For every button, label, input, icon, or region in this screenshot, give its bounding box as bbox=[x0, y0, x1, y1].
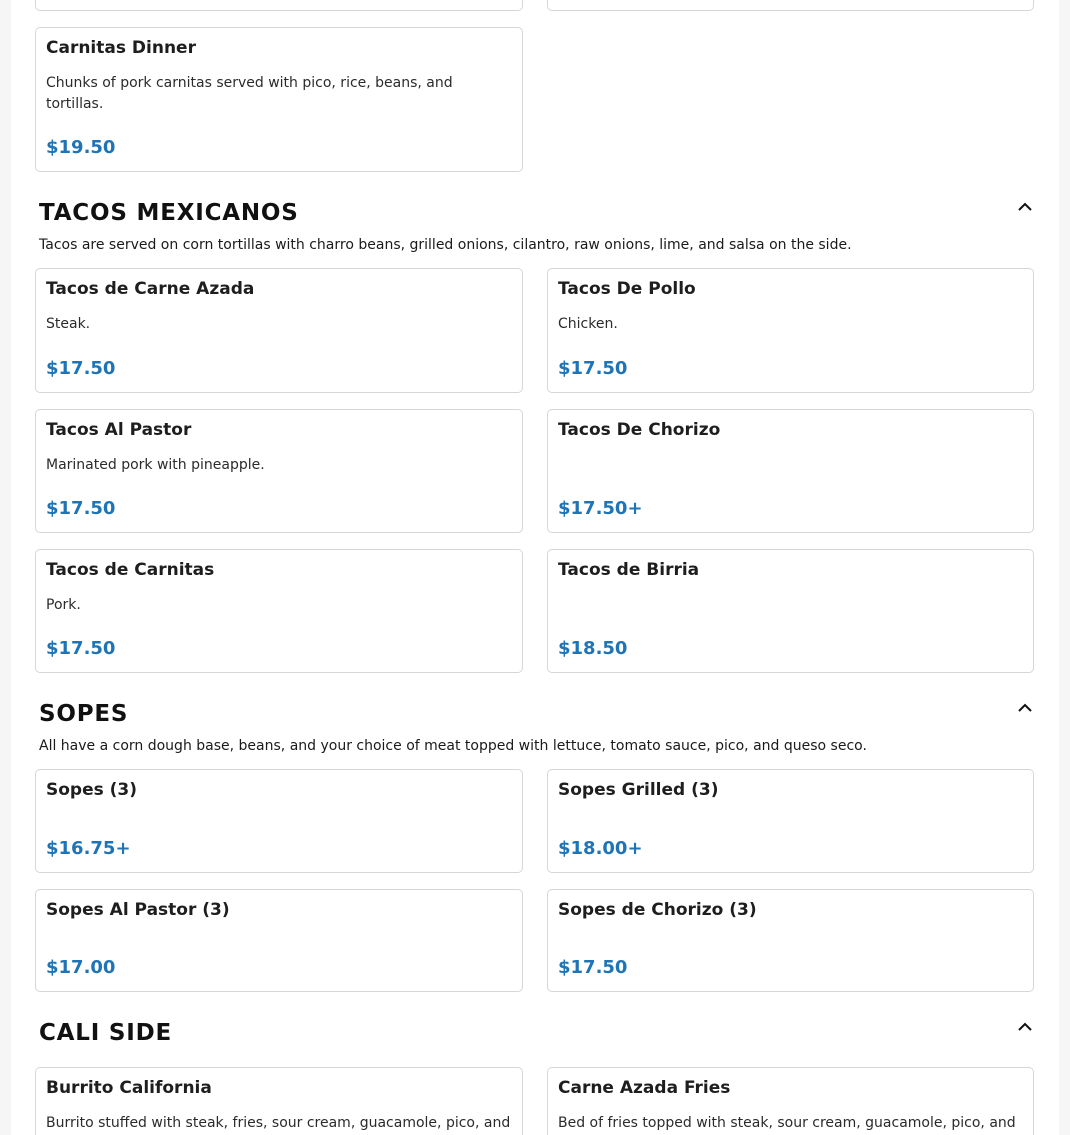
item-name: Tacos de Carne Azada bbox=[46, 279, 255, 299]
item-name: Tacos de Carnitas bbox=[46, 560, 215, 580]
section-title-cali-side: CALI SIDE bbox=[39, 1020, 173, 1046]
item-price: $17.50 bbox=[46, 638, 116, 659]
item-price: $17.00 bbox=[46, 957, 116, 978]
item-name: Sopes Grilled (3) bbox=[558, 780, 719, 800]
menu-item-card[interactable] bbox=[35, 769, 523, 873]
section-title-sopes: SOPES bbox=[39, 701, 129, 727]
item-price: $18.00+ bbox=[558, 838, 643, 859]
item-name: Sopes (3) bbox=[46, 780, 138, 800]
menu-item-card[interactable] bbox=[547, 268, 1034, 393]
item-name: Tacos De Pollo bbox=[558, 279, 696, 299]
item-description: Chunks of pork carnitas served with pico, rice, beans, and tortillas. bbox=[46, 75, 453, 112]
item-name: Carne Azada Fries bbox=[558, 1078, 731, 1098]
menu-item-card[interactable] bbox=[547, 889, 1034, 992]
menu-item-card[interactable] bbox=[35, 1067, 523, 1135]
item-price: $17.50 bbox=[558, 957, 628, 978]
menu-item-card-partial-right[interactable] bbox=[547, 0, 1034, 11]
chevron-up-icon[interactable] bbox=[1015, 199, 1035, 213]
item-description: Pork. bbox=[46, 597, 81, 613]
item-name: Sopes de Chorizo (3) bbox=[558, 900, 757, 920]
section-description: All have a corn dough base, beans, and your choice of meat topped with lettuce, tomato sauce, pico, and queso seco. bbox=[39, 738, 867, 754]
item-price: $17.50 bbox=[46, 358, 116, 379]
menu-item-card[interactable] bbox=[35, 268, 523, 393]
menu-item-card[interactable] bbox=[35, 549, 523, 673]
menu-item-card[interactable] bbox=[35, 27, 523, 172]
chevron-up-icon[interactable] bbox=[1015, 700, 1035, 714]
item-description: Bed of fries topped with steak, sour cream, guacamole, pico, and bbox=[558, 1115, 1016, 1131]
menu-item-card[interactable] bbox=[547, 409, 1034, 533]
item-description: Chicken. bbox=[558, 316, 618, 332]
item-name: Burrito California bbox=[46, 1078, 212, 1098]
item-name: Tacos de Birria bbox=[558, 560, 700, 580]
menu-item-card[interactable] bbox=[547, 1067, 1034, 1135]
item-name: Tacos Al Pastor bbox=[46, 420, 192, 440]
menu-item-card[interactable] bbox=[35, 889, 523, 992]
item-description: Marinated pork with pineapple. bbox=[46, 457, 265, 473]
item-price: $16.75+ bbox=[46, 838, 131, 859]
section-description: Tacos are served on corn tortillas with charro beans, grilled onions, cilantro, raw onions, lime, and salsa on the side. bbox=[39, 237, 852, 253]
menu-item-card[interactable] bbox=[35, 409, 523, 533]
item-description: Burrito stuffed with steak, fries, sour cream, guacamole, pico, and bbox=[46, 1115, 511, 1131]
item-price: $19.50 bbox=[46, 137, 116, 158]
item-price: $17.50 bbox=[558, 358, 628, 379]
item-price: $18.50 bbox=[558, 638, 628, 659]
chevron-up-icon[interactable] bbox=[1015, 1019, 1035, 1033]
menu-item-card[interactable] bbox=[547, 769, 1034, 873]
section-title-tacos-mexicanos: TACOS MEXICANOS bbox=[39, 200, 299, 226]
menu-item-card-partial-left[interactable] bbox=[35, 0, 523, 11]
item-price: $17.50 bbox=[46, 498, 116, 519]
item-name: Tacos De Chorizo bbox=[558, 420, 721, 440]
item-name: Sopes Al Pastor (3) bbox=[46, 900, 230, 920]
item-name: Carnitas Dinner bbox=[46, 38, 196, 58]
item-price: $17.50+ bbox=[558, 498, 643, 519]
item-description: Steak. bbox=[46, 316, 91, 332]
menu-item-card[interactable] bbox=[547, 549, 1034, 673]
